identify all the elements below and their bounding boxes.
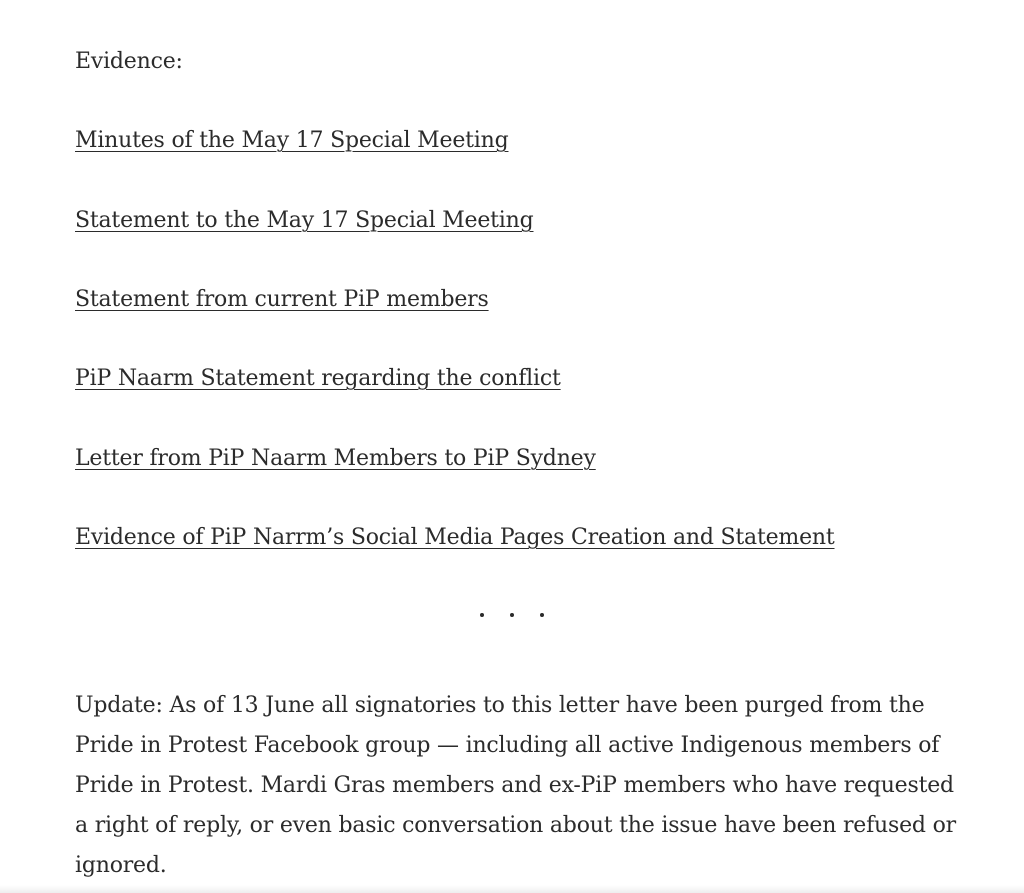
- link-pip-naarm-statement-conflict[interactable]: PiP Naarm Statement regarding the conflict: [75, 366, 561, 391]
- link-statement-current-pip-members[interactable]: Statement from current PiP members: [75, 287, 489, 312]
- link-letter-pip-naarm-to-pip-sydney[interactable]: Letter from PiP Naarm Members to PiP Sydney: [75, 446, 596, 471]
- bottom-fade: [0, 885, 1024, 893]
- separator-dot: [480, 613, 484, 617]
- link-statement-to-may-17-special-meeting[interactable]: Statement to the May 17 Special Meeting: [75, 208, 534, 233]
- link-minutes-may-17-special-meeting[interactable]: Minutes of the May 17 Special Meeting: [75, 128, 509, 153]
- separator-dot: [540, 613, 544, 617]
- update-paragraph: Update: As of 13 June all signatories to this letter have been purged from the Pride in Protest Facebook group — including all active Indigenous members of Pride in Protest. Mardi Gras members and ex-PiP members who have requested a right of reply, or even basic conversation about the issue have been refused or ignored.: [75, 693, 956, 878]
- link-evidence-social-media-pages[interactable]: Evidence of PiP Narrm’s Social Media Pages Creation and Statement: [75, 525, 835, 550]
- evidence-heading: Evidence:: [75, 49, 183, 74]
- separator-dot: [510, 613, 514, 617]
- section-separator: [75, 600, 949, 630]
